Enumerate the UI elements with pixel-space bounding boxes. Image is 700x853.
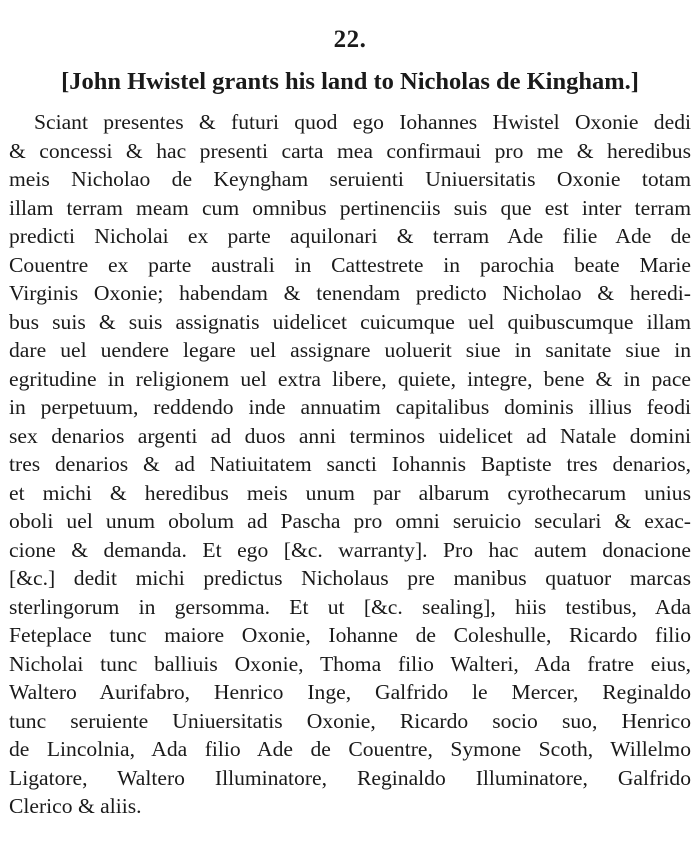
text-line: Clerico & aliis. (9, 794, 142, 818)
charter-title: [John Hwistel grants his land to Nicholas de Kingham.] (61, 68, 639, 95)
charter-number: 22. (333, 26, 367, 53)
text-line: & concessi & hac presenti carta mea confirmaui pro me & heredibus (9, 138, 691, 163)
text-line: sex denarios argenti ad duos anni terminos uidelicet ad Natale domini (9, 423, 691, 448)
text-line: dare uel uendere legare uel assignare uoluerit siue in sanitate siue in (9, 338, 691, 362)
text-line: tres denarios & ad Natiuitatem sancti Iohannis Baptiste tres denarios, (9, 452, 691, 476)
text-line: [&c.] dedit michi predictus Nicholaus pre manibus quatuor marcas (9, 566, 691, 590)
text-line: Sciant presentes & futuri quod ego Iohannes Hwistel Oxonie dedi (34, 110, 691, 134)
text-line: bus suis & suis assignatis uidelicet cuicumque uel quibuscumque illam (9, 309, 691, 334)
text-line: predicti Nicholai ex parte aquilonari & terram Ade filie Ade de (9, 224, 691, 248)
text-line: illam terram meam cum omnibus pertinenciis suis que est inter terram (9, 195, 691, 220)
text-line: et michi & heredibus meis unum par albarum cyrothecarum unius (9, 480, 691, 505)
text-line: meis Nicholao de Keyngham seruienti Uniuersitatis Oxonie totam (9, 167, 691, 191)
text-line: Feteplace tunc maiore Oxonie, Iohanne de Coleshulle, Ricardo filio (9, 623, 691, 647)
text-line: in perpetuum, reddendo inde annuatim capitalibus dominis illius feodi (9, 395, 691, 419)
text-line: cione & demanda. Et ego [&c. warranty]. Pro hac autem donacione (9, 537, 691, 562)
text-line: tunc seruiente Uniuersitatis Oxonie, Ricardo socio suo, Henrico (9, 708, 691, 733)
charter-body (9, 108, 691, 821)
text-line: Nicholai tunc balliuis Oxonie, Thoma filio Walteri, Ada fratre eius, (9, 651, 691, 676)
text-line: Waltero Aurifabro, Henrico Inge, Galfrido le Mercer, Reginaldo (9, 680, 691, 704)
text-line: Couentre ex parte australi in Cattestrete in parochia beate Marie (9, 252, 691, 277)
text-line: Ligatore, Waltero Illuminatore, Reginaldo Illuminatore, Galfrido (9, 765, 691, 790)
text-line: Virginis Oxonie; habendam & tenendam predicto Nicholao & heredi- (9, 281, 691, 305)
text-line: egritudine in religionem uel extra libere, quiete, integre, bene & in pace (9, 366, 691, 391)
text-line: sterlingorum in gersomma. Et ut [&c. sealing], hiis testibus, Ada (9, 594, 691, 619)
text-line: de Lincolnia, Ada filio Ade de Couentre, Symone Scoth, Willelmo (9, 737, 691, 761)
text-line: oboli uel unum obolum ad Pascha pro omni seruicio seculari & exac- (9, 509, 691, 533)
